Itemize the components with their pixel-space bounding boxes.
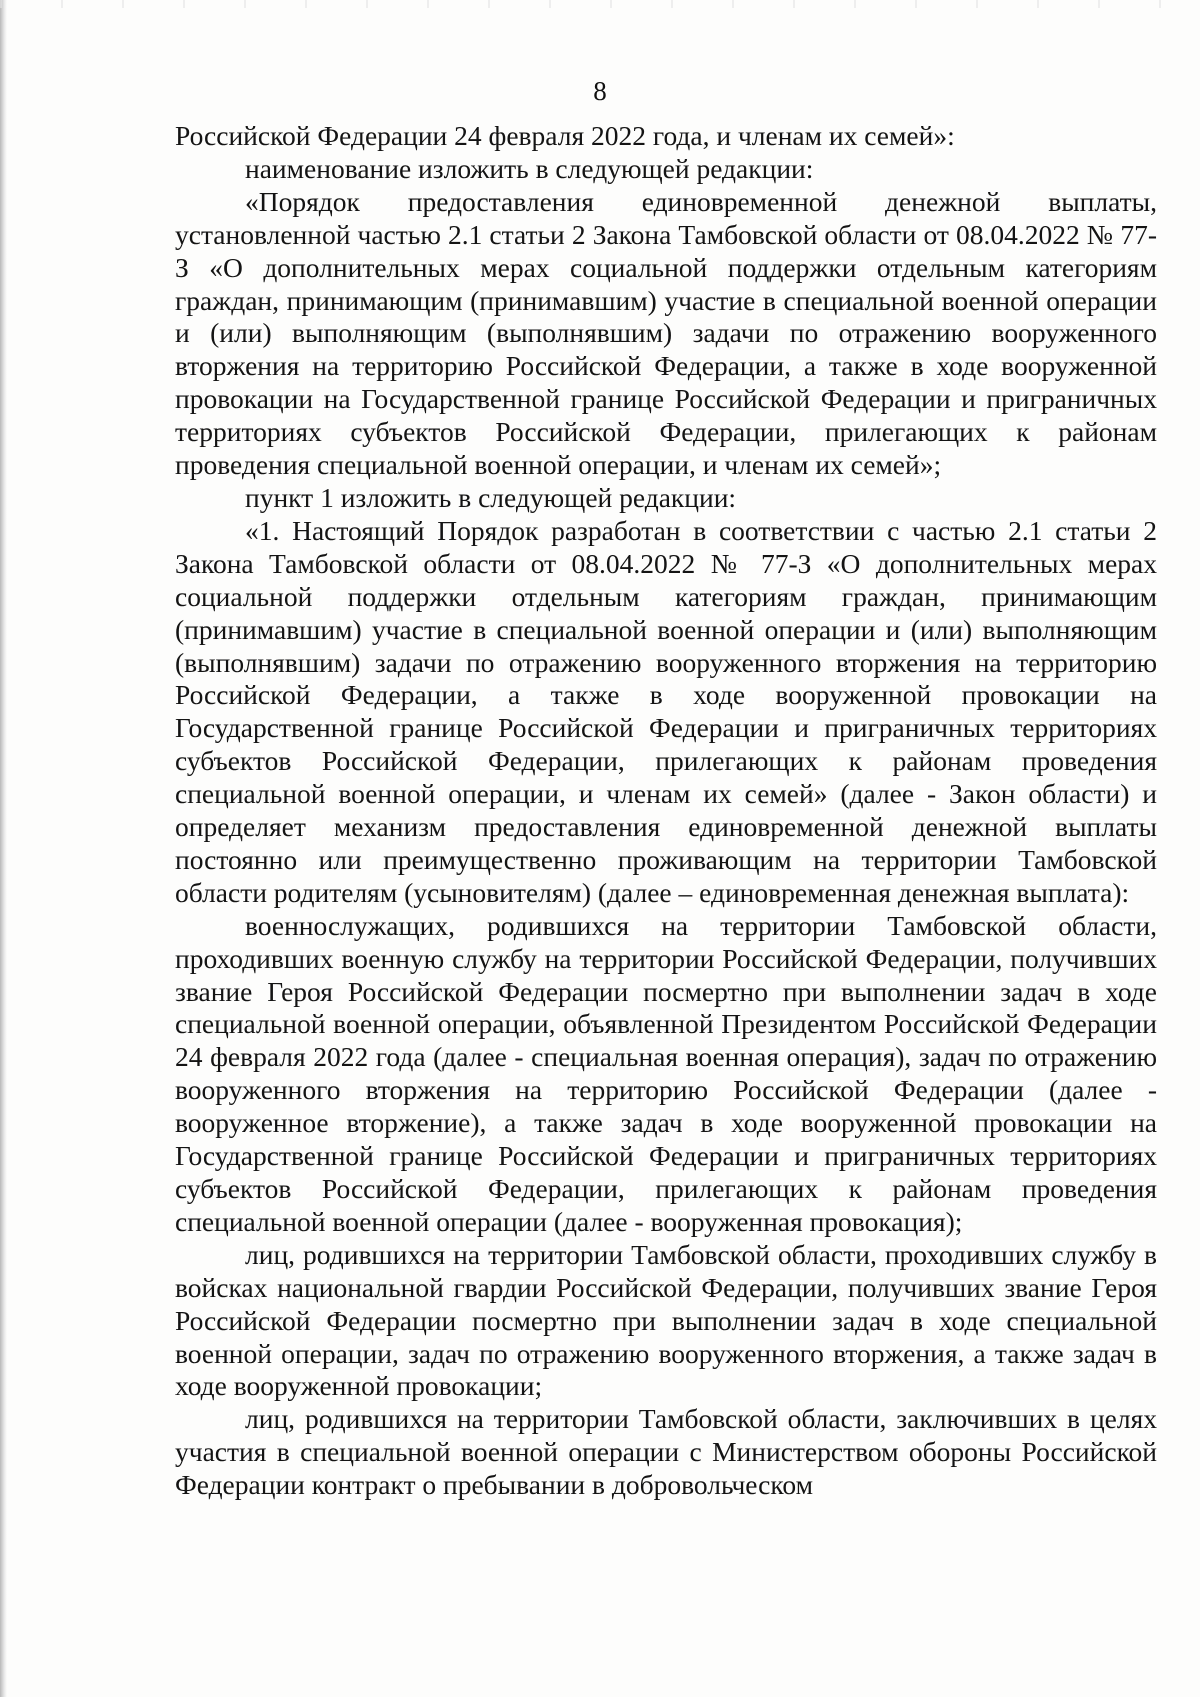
- scan-edge-shadow: [0, 0, 7, 1697]
- paragraph-volunteers: лиц, родившихся на территории Тамбовской области, заключивших в целях участия в специальной военной операции с Министерством обороны Российской Федерации контракт о пребывании в добровольческом: [175, 1403, 1157, 1501]
- paragraph-point-1-amendment: пункт 1 изложить в следующей редакции:: [245, 481, 737, 513]
- page-number: 8: [593, 76, 607, 106]
- document-body: [175, 120, 1157, 1502]
- paragraph-national-guard: лиц, родившихся на территории Тамбовской области, проходивших службу в войсках национальной гвардии Российской Федерации, получивших звание Героя Российской Федерации посмертно при выполнении задач в ходе специальной военной операции, задач по отражению вооруженного вторжения, а также задач в ходе вооруженной провокации;: [175, 1238, 1157, 1402]
- paragraph-point-1-text: «1. Настоящий Порядок разработан в соответствии с частью 2.1 статьи 2 Закона Тамбовской области от 08.04.2022 № 77-З «О дополнительных мерах социальной поддержки отдельным категориям граждан, принимающим (принимавшим) участие в специальной военной операции и (или) выполняющим (выполнявшим) задачи по отражению вооруженного вторжения на территорию Российской Федерации, а также в ходе вооруженной провокации на Государственной границе Российской Федерации и приграничных территориях субъектов Российской Федерации, прилегающих к районам проведения специальной военной операции, и членам их семей» (далее - Закон области) и определяет механизм предоставления единовременной денежной выплаты постоянно или преимущественно проживающим на территории Тамбовской области родителям (усыновителям) (далее – единовременная денежная выплата):: [175, 514, 1157, 908]
- paragraph-continuation: Российской Федерации 24 февраля 2022 года, и членам их семей»:: [175, 120, 955, 151]
- paragraph-name-amendment: наименование изложить в следующей редакции:: [245, 152, 814, 184]
- scan-top-noise: [0, 0, 1200, 8]
- paragraph-new-title: «Порядок предоставления единовременной денежной выплаты, установленной частью 2.1 статьи 2 Закона Тамбовской области от 08.04.2022 № 77-З «О дополнительных мерах социальной поддержки отдельным категориям граждан, принимающим (принимавшим) участие в специальной военной операции и (или) выполняющим (выполнявшим) задачи по отражению вооруженного вторжения на территорию Российской Федерации, а также в ходе вооруженной провокации на Государственной границе Российской Федерации и приграничных территориях субъектов Российской Федерации, прилегающих к районам проведения специальной военной операции, и членам их семей»;: [175, 185, 1157, 481]
- paragraph-servicemen: военнослужащих, родившихся на территории Тамбовской области, проходивших военную службу на территории Российской Федерации, получивших звание Героя Российской Федерации посмертно при выполнении задач в ходе специальной военной операции, объявленной Президентом Российской Федерации 24 февраля 2022 года (далее - специальная военная операция), задач по отражению вооруженного вторжения на территорию Российской Федерации (далее - вооруженное вторжение), а также задач в ходе вооруженной провокации на Государственной границе Российской Федерации и приграничных территориях субъектов Российской Федерации, прилегающих к районам проведения специальной военной операции (далее - вооруженная провокация);: [175, 909, 1157, 1237]
